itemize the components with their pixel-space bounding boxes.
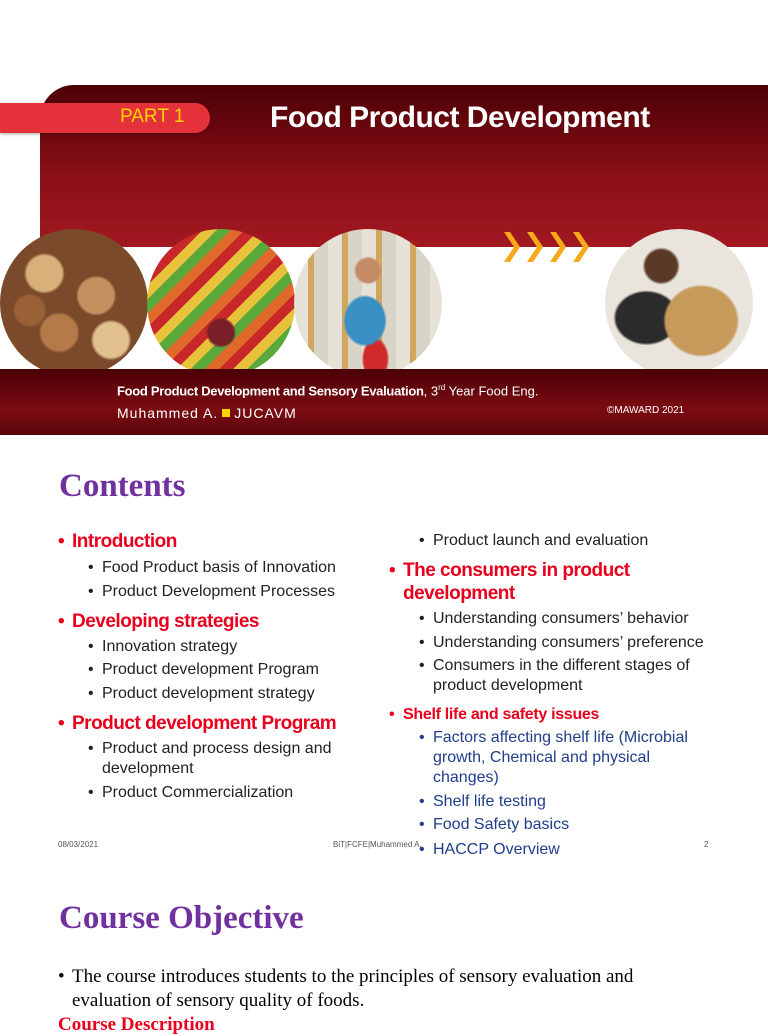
- contents-item-text: Factors affecting shelf life (Microbial: [433, 729, 688, 746]
- bullet-icon: •: [58, 611, 65, 632]
- contents-item-text: Shelf life testing: [433, 793, 546, 810]
- contents-item-text: Product and process design and: [102, 740, 332, 757]
- produce-market-photo: [147, 229, 295, 377]
- footer-page-number: 2: [704, 840, 709, 849]
- objective-line-1-text: The course introduces students to the principles of sensory evaluation and: [72, 966, 634, 987]
- contents-heading: [389, 561, 630, 581]
- bullet-icon: •: [419, 816, 425, 833]
- course-sep: , 3: [423, 383, 439, 399]
- bullet-icon: •: [419, 793, 425, 810]
- grocery-box-photo: [605, 229, 753, 377]
- contents-subitem: [419, 676, 582, 696]
- contents-subitem: [419, 748, 650, 768]
- contents-subitem: [419, 728, 688, 748]
- bullet-icon: •: [419, 610, 425, 627]
- contents-item-text: Consumers in the different stages of: [433, 657, 690, 674]
- course-sup: rd: [438, 383, 446, 392]
- contents-subitem: [419, 840, 560, 860]
- contents-item-text: changes): [433, 769, 499, 786]
- contents-subitem: [419, 531, 648, 551]
- contents-item-text: product development: [433, 677, 583, 694]
- bullet-icon: •: [88, 685, 94, 702]
- part-label: PART 1: [120, 106, 185, 127]
- objective-bullet: [58, 965, 748, 1013]
- contents-heading: [58, 714, 336, 734]
- contents-item-text: Food Safety basics: [433, 816, 570, 833]
- contents-item-text: Innovation strategy: [102, 638, 238, 655]
- contents-subitem: [88, 783, 293, 803]
- contents-subitem: [419, 609, 689, 629]
- contents-item-text: Shelf life and safety issues: [403, 706, 600, 723]
- chevron-arrows-icon: [502, 230, 594, 264]
- bullet-icon: •: [389, 560, 396, 581]
- contents-subitem: [88, 739, 331, 759]
- contents-item-text: Understanding consumers’ behavior: [433, 610, 689, 627]
- bullet-icon: •: [419, 841, 425, 858]
- contents-item-text: HACCP Overview: [433, 841, 560, 858]
- bullet-icon: •: [58, 966, 65, 987]
- objective-line-1: [58, 965, 748, 989]
- contents-subitem: [88, 684, 315, 704]
- course-description-heading: Course Description: [58, 1014, 215, 1035]
- bullet-icon: •: [419, 657, 425, 674]
- contents-item-text: Understanding consumers’ preference: [433, 634, 704, 651]
- course-name: Food Product Development and Sensory Evaluation: [117, 383, 424, 399]
- objective-line-2: evaluation of sensory quality of foods.: [72, 990, 365, 1011]
- bullet-icon: •: [88, 740, 94, 757]
- dried-fruit-photo: [0, 229, 148, 377]
- contents-subitem: [88, 660, 319, 680]
- footer-author: BiT|FCFE|Muhammed A.: [333, 840, 422, 849]
- copyright: ©MAWARD 2021: [607, 405, 685, 416]
- contents-item-text: Introduction: [72, 531, 177, 552]
- contents-heading: [58, 532, 177, 552]
- bullet-icon: •: [88, 661, 94, 678]
- contents-item-text: Product launch and evaluation: [433, 532, 649, 549]
- contents-heading: [58, 612, 259, 632]
- contents-subitem: [88, 759, 194, 779]
- contents-item-text: Developing strategies: [72, 611, 259, 632]
- contents-item-text: Product Commercialization: [102, 784, 294, 801]
- contents-subitem: [419, 656, 690, 676]
- title-slide: [0, 0, 768, 435]
- contents-subitem: [419, 792, 546, 812]
- contents-subitem: [419, 633, 704, 653]
- bullet-icon: •: [58, 713, 65, 734]
- bullet-icon: •: [389, 706, 395, 723]
- contents-item-text: Product development Program: [102, 661, 319, 678]
- author-name: Muhammed A.: [117, 405, 219, 421]
- contents-heading: [389, 705, 599, 725]
- bullet-icon: •: [419, 634, 425, 651]
- bullet-icon: •: [88, 583, 94, 600]
- course-line: [117, 383, 538, 398]
- bullet-icon: •: [58, 531, 65, 552]
- contents-heading: [389, 584, 515, 604]
- contents-item-text: Product development Program: [72, 713, 337, 734]
- author-line: [117, 405, 297, 421]
- bullet-icon: •: [88, 638, 94, 655]
- slide-title: Food Product Development: [270, 101, 650, 134]
- contents-item-text: Food Product basis of Innovation: [102, 559, 336, 576]
- contents-title: Contents: [59, 468, 186, 504]
- contents-item-text: The consumers in product: [403, 560, 630, 581]
- footer-date: 08/03/2021: [58, 840, 99, 849]
- contents-item-text: growth, Chemical and physical: [433, 749, 650, 766]
- contents-item-text: development: [403, 583, 515, 604]
- contents-subitem: [88, 558, 336, 578]
- bullet-icon: •: [88, 559, 94, 576]
- contents-subitem: [88, 582, 335, 602]
- bullet-icon: •: [88, 784, 94, 801]
- bullet-icon: •: [419, 532, 425, 549]
- contents-item-text: Product Development Processes: [102, 583, 335, 600]
- bullet-icon: •: [419, 729, 425, 746]
- contents-item-text: development: [102, 760, 194, 777]
- contents-subitem: [419, 815, 569, 835]
- contents-subitem: [88, 637, 237, 657]
- contents-item-text: Product development strategy: [102, 685, 315, 702]
- contents-subitem: [419, 768, 499, 788]
- footer-band: [0, 369, 768, 435]
- institution-name: JUCAVM: [234, 405, 297, 421]
- course-year: Year Food Eng.: [445, 383, 539, 399]
- separator-square-icon: [222, 409, 230, 417]
- supermarket-shopper-photo: [294, 229, 442, 377]
- objective-title: Course Objective: [59, 900, 304, 936]
